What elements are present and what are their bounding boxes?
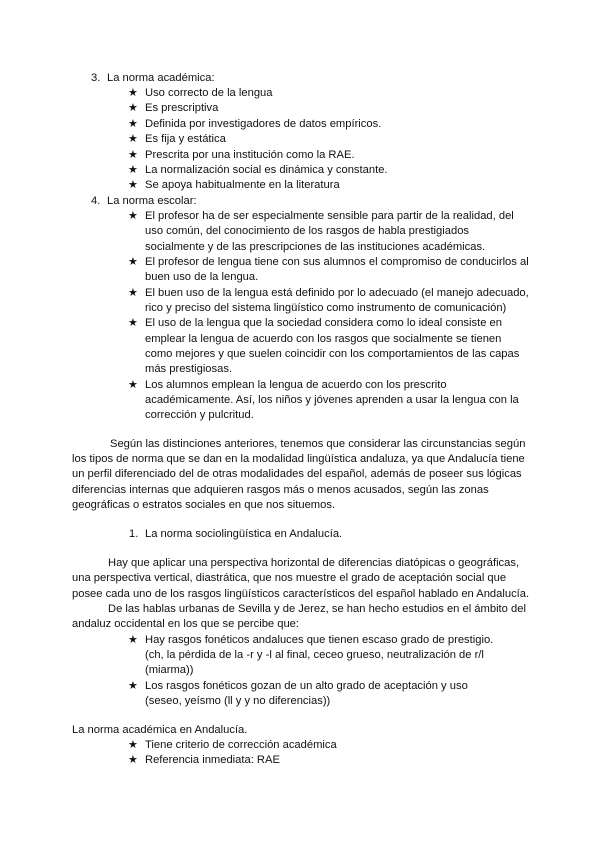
star-bullet-icon: ★	[128, 680, 138, 692]
list-item-line: El buen uso de la lengua está definido por lo adecuado (el manejo adecuado,	[145, 287, 529, 299]
star-bullet-icon: ★	[128, 149, 138, 161]
paragraph-line: los tipos de norma que se dan en la modalidad lingüística andaluza, ya que Andalucía tiene	[72, 453, 525, 465]
list-item: Referencia inmediata: RAE	[145, 754, 280, 766]
list-item-line: corrección y pulcritud.	[145, 409, 254, 421]
star-bullet-icon: ★	[128, 739, 138, 751]
paragraph-line: diferencias internas que adquieren rasgos más o menos acusados, según las zonas	[72, 484, 489, 496]
list-item-line: como mejores y que suelen coincidir con los comportamientos de las capas	[145, 348, 520, 360]
list-item-line: emplear la lengua de acuerdo con los rasgos que socialmente se tienen	[145, 333, 502, 345]
paragraph-line: De las hablas urbanas de Sevilla y de Jerez, se han hecho estudios en el ámbito del	[108, 603, 526, 615]
list-item-line: El uso de la lengua que la sociedad considera como lo ideal consiste en	[145, 317, 502, 329]
star-bullet-icon: ★	[128, 164, 138, 176]
paragraph-line: posee cada uno de los rasgos lingüísticos característicos del español hablado en Andalucía.	[72, 588, 530, 600]
section4-title: La norma escolar:	[107, 195, 197, 207]
star-bullet-icon: ★	[128, 210, 138, 222]
section3-number: 3.	[91, 72, 101, 84]
list-item-line: El profesor ha de ser especialmente sensible para partir de la realidad, del	[145, 210, 514, 222]
star-bullet-icon: ★	[128, 379, 138, 391]
paragraph-line: Según las distinciones anteriores, tenemos que considerar las circunstancias según	[110, 438, 526, 450]
list-item: La normalización social es dinámica y constante.	[145, 164, 388, 176]
paragraph-line: Hay que aplicar una perspectiva horizontal de diferencias diatópicas o geográficas,	[108, 557, 520, 569]
list-item: Tiene criterio de corrección académica	[145, 739, 337, 751]
list-item: Prescrita por una institución como la RAE.	[145, 149, 355, 161]
star-bullet-icon: ★	[128, 179, 138, 191]
list-item: Se apoya habitualmente en la literatura	[145, 179, 340, 191]
paragraph-line: un perfil diferenciado del de otras modalidades del español, además de poseer sus lógicas	[72, 468, 522, 480]
star-bullet-icon: ★	[128, 317, 138, 329]
subsection-title: La norma sociolingüística en Andalucía.	[145, 528, 343, 540]
list-item-line: (seseo, yeísmo (ll y y no diferencias))	[145, 695, 331, 707]
star-bullet-icon: ★	[128, 87, 138, 99]
list-item-line: uso común, del conocimiento de los rasgos de habla prestigiados	[145, 225, 470, 237]
star-bullet-icon: ★	[128, 287, 138, 299]
paragraph-line: geográficas o estratos sociales en que nos situemos.	[72, 499, 336, 511]
paragraph-line: una perspectiva vertical, diastrática, que nos muestre el grado de aceptación social que	[72, 572, 507, 584]
list-item-line: El profesor de lengua tiene con sus alumnos el compromiso de conducirlos al	[145, 256, 529, 268]
list-item-line: Hay rasgos fonéticos andaluces que tienen escaso grado de prestigio.	[145, 634, 494, 646]
star-bullet-icon: ★	[128, 102, 138, 114]
star-bullet-icon: ★	[128, 256, 138, 268]
list-item: Es prescriptiva	[145, 102, 219, 114]
list-item-line: Los rasgos fonéticos gozan de un alto grado de aceptación y uso	[145, 680, 468, 692]
star-bullet-icon: ★	[128, 133, 138, 145]
list-item-line: (miarma))	[145, 664, 194, 676]
list-item-line: académicamente. Así, los niños y jóvenes aprenden a usar la lengua con la	[145, 394, 519, 406]
section-heading: La norma académica en Andalucía.	[72, 724, 248, 736]
star-bullet-icon: ★	[128, 118, 138, 130]
list-item-line: Los alumnos emplean la lengua de acuerdo con los prescrito	[145, 379, 447, 391]
list-item-line: rico y preciso del sistema lingüístico como instrumento de comunicación)	[145, 302, 507, 314]
list-item-line: buen uso de la lengua.	[145, 271, 259, 283]
subsection-number: 1.	[129, 528, 139, 540]
list-item-line: más prestigiosas.	[145, 363, 233, 375]
list-item: Es fija y estática	[145, 133, 226, 145]
list-item-line: socialmente y de las prescripciones de las instituciones académicas.	[145, 241, 486, 253]
star-bullet-icon: ★	[128, 634, 138, 646]
star-bullet-icon: ★	[128, 754, 138, 766]
section4-number: 4.	[91, 195, 101, 207]
list-item: Uso correcto de la lengua	[145, 87, 273, 99]
list-item: Definida por investigadores de datos empíricos.	[145, 118, 382, 130]
paragraph-line: andaluz occidental en los que se percibe que:	[72, 618, 300, 630]
list-item-line: (ch, la pérdida de la -r y -l al final, ceceo grueso, neutralización de r/l	[145, 649, 484, 661]
section3-title: La norma académica:	[107, 72, 215, 84]
